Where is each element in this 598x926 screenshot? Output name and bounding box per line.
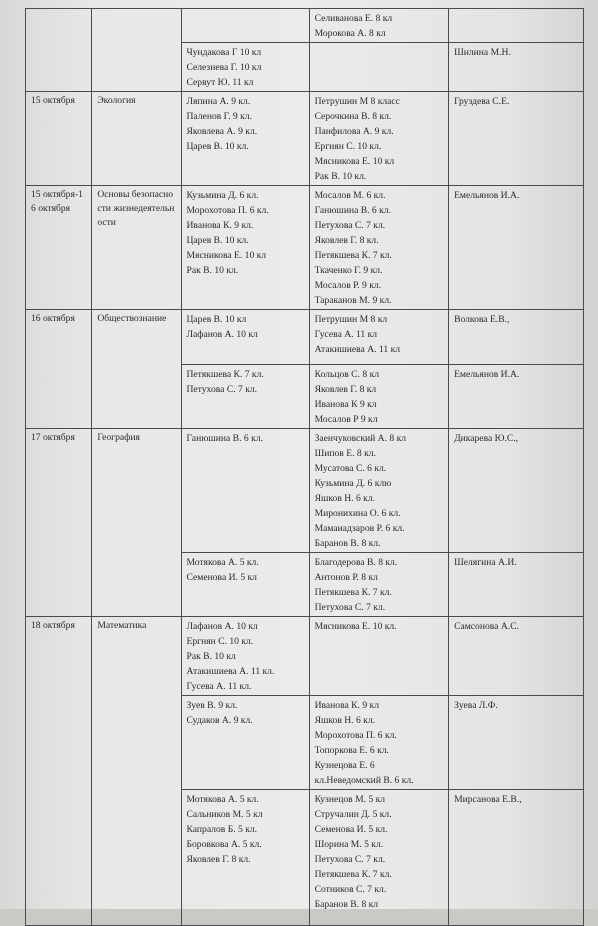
date-cell: 17 октября xyxy=(26,429,92,617)
candidates-cell: Петякшева К. 7 кл. Петухова С. 7 кл. xyxy=(181,365,309,429)
date-cell: 16 октября xyxy=(26,310,92,429)
date-cell xyxy=(26,9,92,92)
participants-cell: Мясникова Е. 10 кл. xyxy=(309,617,449,696)
candidates-cell: Кузьмина Д. 6 кл. Морохотова П. 6 кл. Иванова К. 9 кл. Царев В. 10 кл. Мясникова Е. 10 кл Рак В. 10 кл. xyxy=(181,186,309,310)
teacher-cell: Зуева Л.Ф. xyxy=(449,696,584,790)
table-row xyxy=(26,9,584,43)
teacher-cell: Емельянов И.А. xyxy=(449,365,584,429)
date-cell: 18 октября xyxy=(26,617,92,926)
participants-cell: Благодерова В. 8 кл. Антонов Р. 8 кл Петякшева К. 7 кл. Петухова С. 7 кл. xyxy=(309,553,449,617)
table-row xyxy=(26,92,584,186)
date-cell: 15 октября xyxy=(26,92,92,186)
teacher-cell xyxy=(449,9,584,43)
teacher-cell: Дикарева Ю.С., xyxy=(449,429,584,553)
candidates-cell: Царев В. 10 кл Лафанов А. 10 кл xyxy=(181,310,309,365)
subject-cell: Обществознание xyxy=(92,310,181,429)
candidates-cell: Зуев В. 9 кл. Судаков А. 9 кл. xyxy=(181,696,309,790)
teacher-cell: Груздева С.Е. xyxy=(449,92,584,186)
participants-cell: Кузнецов М. 5 кл Стручалин Д. 5 кл. Семенова И. 5 кл. Шорина М. 5 кл. Петухова С. 7 кл. Петякшева К. 7 кл. Сотников С. 7 кл. Баранов В. 8 кл xyxy=(309,790,449,926)
participants-cell: Петрушин М 8 класс Серочкина В. 8 кл. Панфилова А. 9 кл. Ергнян С. 10 кл. Мясникова Е. 10 кл Рак В. 10 кл. xyxy=(309,92,449,186)
participants-cell: Мосалов М. 6 кл. Ганюшина В. 6 кл. Петухова С. 7 кл. Яковлев Г. 8 кл. Петякшева К. 7 кл. Ткаченко Г. 9 кл. Мосалов Р. 9 кл. Тараканов М. 9 кл. xyxy=(309,186,449,310)
candidates-cell xyxy=(181,9,309,43)
candidates-cell: Ганюшина В. 6 кл. xyxy=(181,429,309,553)
candidates-cell: Мотякова А. 5 кл. Семенова И. 5 кл xyxy=(181,553,309,617)
teacher-cell: Емельянов И.А. xyxy=(449,186,584,310)
table-row xyxy=(26,310,584,365)
date-cell: 15 октября-16 октября xyxy=(26,186,92,310)
teacher-cell: Мирсанова Е.В., xyxy=(449,790,584,926)
participants-cell xyxy=(309,43,449,92)
table-row xyxy=(26,617,584,696)
participants-cell: Селиванова Е. 8 кл Морокова А. 8 кл xyxy=(309,9,449,43)
subject-cell: Основы безопасности жизнедеятельности xyxy=(92,186,181,310)
candidates-cell: Чундакова Г 10 кл Селезнева Г. 10 кл Сервут Ю. 11 кл xyxy=(181,43,309,92)
teacher-cell: Самсонова А.С. xyxy=(449,617,584,696)
participants-cell: Петрушин М 8 кл Гусева А. 11 кл Атакишиева А. 11 кл xyxy=(309,310,449,365)
candidates-cell: Ляпина А. 9 кл. Паленов Г. 9 кл. Яковлева А. 9 кл. Царев В. 10 кл. xyxy=(181,92,309,186)
table-row xyxy=(26,429,584,553)
participants-cell: Заенчуковский А. 8 кл Шипов Е. 8 кл. Мусатова С. 6 кл. Кузьмина Д. 6 клю Яшков Н. 6 кл. Миронихина О. 6 кл. Мамаиадзаров Р. 6 кл. Баранов В. 8 кл. xyxy=(309,429,449,553)
candidates-cell: Мотякова А. 5 кл. Сальников М. 5 кл Капралов Б. 5 кл. Боровкова А. 5 кл. Яковлев Г. 8 кл. xyxy=(181,790,309,926)
table-row xyxy=(26,186,584,310)
subject-cell: География xyxy=(92,429,181,617)
subject-cell xyxy=(92,9,181,92)
teacher-cell: Шилина М.Н. xyxy=(449,43,584,92)
participants-cell: Кольцов С. 8 кл Яковлев Г. 8 кл Иванова К 9 кл Мосалов Р 9 кл xyxy=(309,365,449,429)
subject-cell: Экология xyxy=(92,92,181,186)
candidates-cell: Лафанов А. 10 кл Ергнян С. 10 кл. Рак В. 10 кл Атакишиева А. 11 кл. Гусева А. 11 кл. xyxy=(181,617,309,696)
subject-cell: Математика xyxy=(92,617,181,926)
teacher-cell: Волкова Е.В., xyxy=(449,310,584,365)
olympiad-schedule-table xyxy=(25,8,584,926)
participants-cell: Иванова К. 9 кл Яшков Н. 6 кл. Морохотова П. 6 кл. Топоркова Е. 6 кл. Кузнецова Е. 6 кл.Неведомский В. 6 кл. xyxy=(309,696,449,790)
teacher-cell: Шелягина А.И. xyxy=(449,553,584,617)
